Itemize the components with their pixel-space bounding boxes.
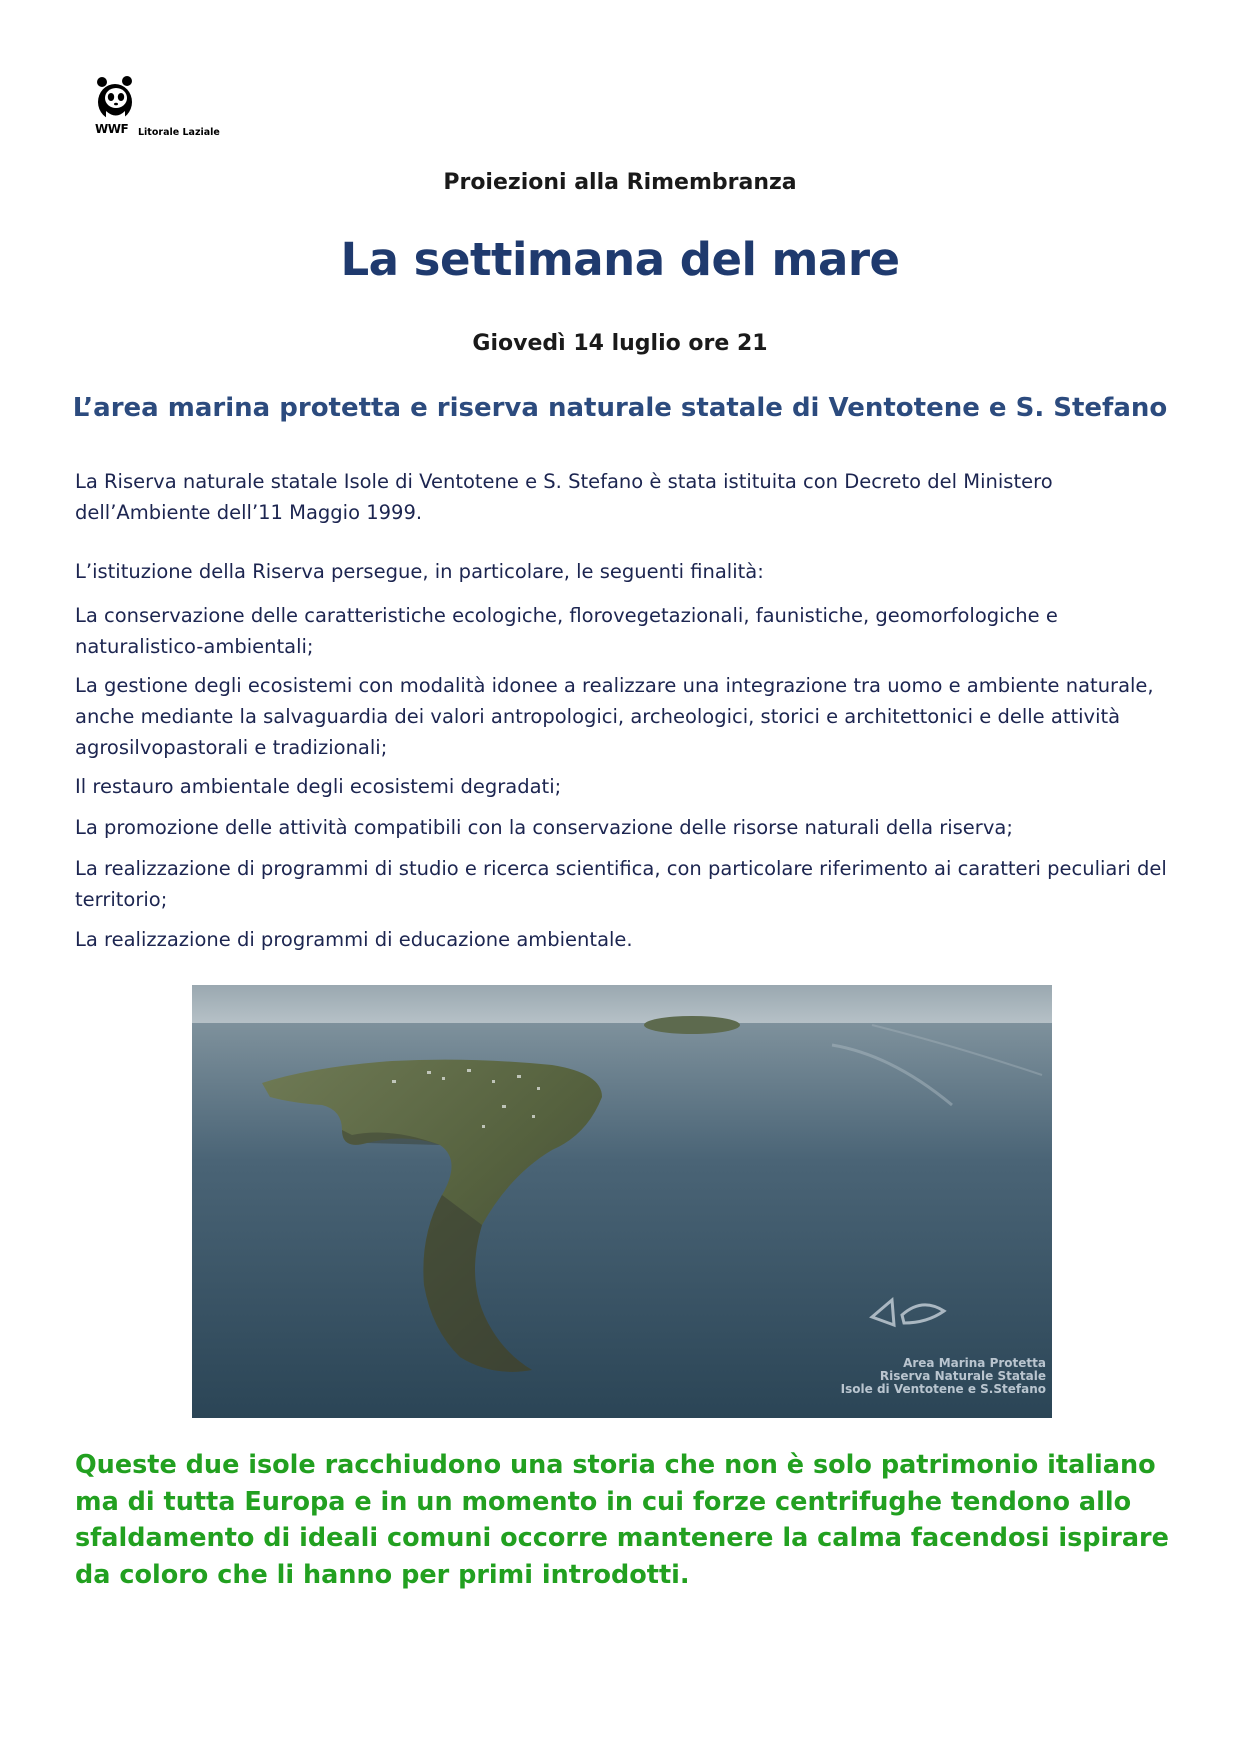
closing-statement: Queste due isole racchiudono una storia che non è solo patrimonio italiano ma di tutta Europa e in un momento in cui forze centrifughe tendono allo sfaldamento di ideali comuni occorre mantenere la calma facendosi ispirare da coloro che li hanno per primi introdotti. xyxy=(75,1450,1169,1590)
caption-line: Area Marina Protetta xyxy=(903,1356,1046,1370)
paragraph-goal-promotion: La promozione delle attività compatibili con la conservazione delle risorse naturali della riserva; xyxy=(75,816,1013,839)
section-subtitle: L’area marina protetta e riserva naturale statale di Ventotene e S. Stefano xyxy=(72,393,1168,423)
supertitle: Proiezioni alla Rimembranza xyxy=(443,170,797,195)
paragraph-intro: La Riserva naturale statale Isole di Ventotene e S. Stefano è stata istituita con Decreto del Ministero dell’Ambiente dell’11 Maggio 1999. xyxy=(75,470,1053,524)
aerial-island-image xyxy=(192,985,1052,1418)
paragraph-goal-education: La realizzazione di programmi di educazione ambientale. xyxy=(75,928,633,951)
paragraph-purpose: L’istituzione della Riserva persegue, in particolare, le seguenti finalità: xyxy=(75,560,764,583)
paragraph-goal-conservation: La conservazione delle caratteristiche ecologiche, florovegetazionali, faunistiche, geomorfologiche e naturalistico-ambientali; xyxy=(75,604,1058,658)
logo-subtitle: Litorale Laziale xyxy=(138,127,220,138)
caption-line: Isole di Ventotene e S.Stefano xyxy=(840,1382,1046,1396)
paragraph-goal-research: La realizzazione di programmi di studio e ricerca scientifica, con particolare riferimento ai caratteri peculiari del territorio; xyxy=(75,857,1167,911)
logo-brand: WWF xyxy=(95,122,129,136)
caption-line: Riserva Naturale Statale xyxy=(879,1369,1046,1383)
wwf-logo xyxy=(94,76,234,146)
event-date: Giovedì 14 luglio ore 21 xyxy=(472,331,768,356)
page-title: La settimana del mare xyxy=(340,233,900,286)
island-photo xyxy=(192,985,1052,1418)
panda-icon xyxy=(94,76,136,122)
paragraph-goal-restoration: Il restauro ambientale degli ecosistemi degradati; xyxy=(75,775,562,798)
paragraph-goal-management: La gestione degli ecosistemi con modalità idonee a realizzare una integrazione tra uomo e ambiente naturale, anche mediante la salvaguardia dei valori antropologici, archeologici, storici e architettonici e delle attività agrosilvopastorali e tradizionali; xyxy=(75,674,1154,759)
photo-caption xyxy=(816,1357,1052,1396)
